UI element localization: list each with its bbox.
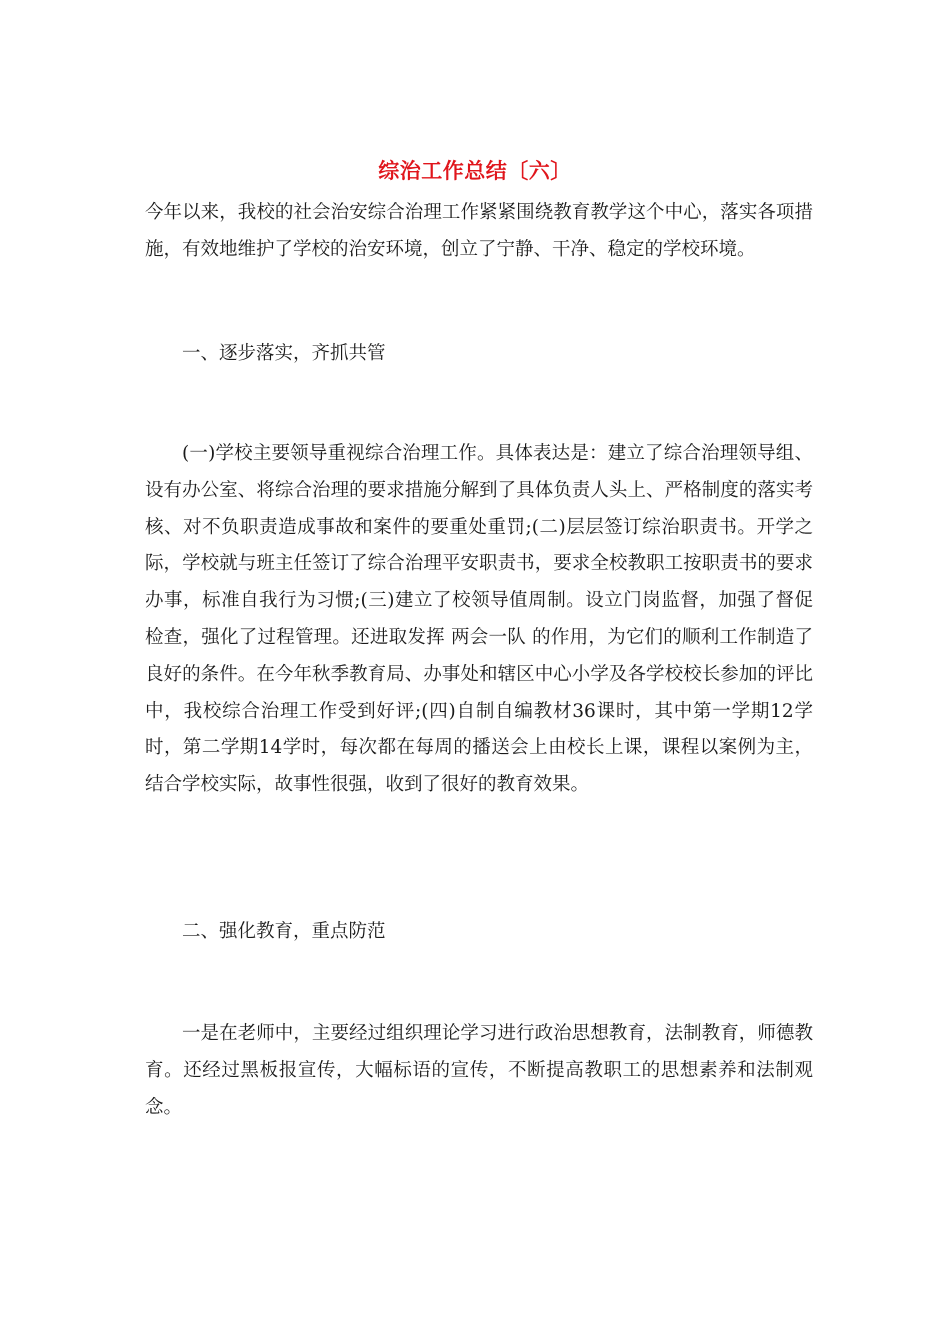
section2-heading: 二、强化教育，重点防范 bbox=[182, 921, 386, 942]
section1-paragraph: (一)学校主要领导重视综合治理工作。具体表达是：建立了综合治理领导组、设有办公室、将综合治理的要求措施分解到了具体负责人头上、严格制度的落实考核、对不负职责造成事故和案件的要重处重罚;(二)层层签订综治职责书。开学之际，学校就与班主任签订了综合治理平安职责书，要求全校教职工按职责书的要求办事，标准自我行为习惯;(三)建立了校领导值周制。设立门岗监督，加强了督促检查，强化了过程管理。还进取发挥 两会一队 的作用，为它们的顺利工作制造了良好的条件。在今年秋季教育局、办事处和辖区中心小学及各学校校长参加的评比中，我校综合治理工作受到好评;(四)自制自编教材36课时，其中第一学期12学时，第二学期14学时，每次都在每周的播送会上由校长上课，课程以案例为主，结合学校实际，故事性很强，收到了很好的教育效果。 bbox=[145, 443, 813, 796]
document-title: 综治工作总结〔六〕 bbox=[378, 158, 572, 183]
section1-heading: 一、逐步落实，齐抓共管 bbox=[182, 343, 386, 364]
intro-paragraph: 今年以来，我校的社会治安综合治理工作紧紧围绕教育教学这个中心，落实各项措施，有效地维护了学校的治安环境，创立了宁静、干净、稳定的学校环境。 bbox=[145, 202, 813, 260]
section2-paragraph: 一是在老师中，主要经过组织理论学习进行政治思想教育，法制教育，师德教育。还经过黑板报宣传，大幅标语的宣传，不断提高教职工的思想素养和法制观念。 bbox=[145, 1023, 813, 1118]
